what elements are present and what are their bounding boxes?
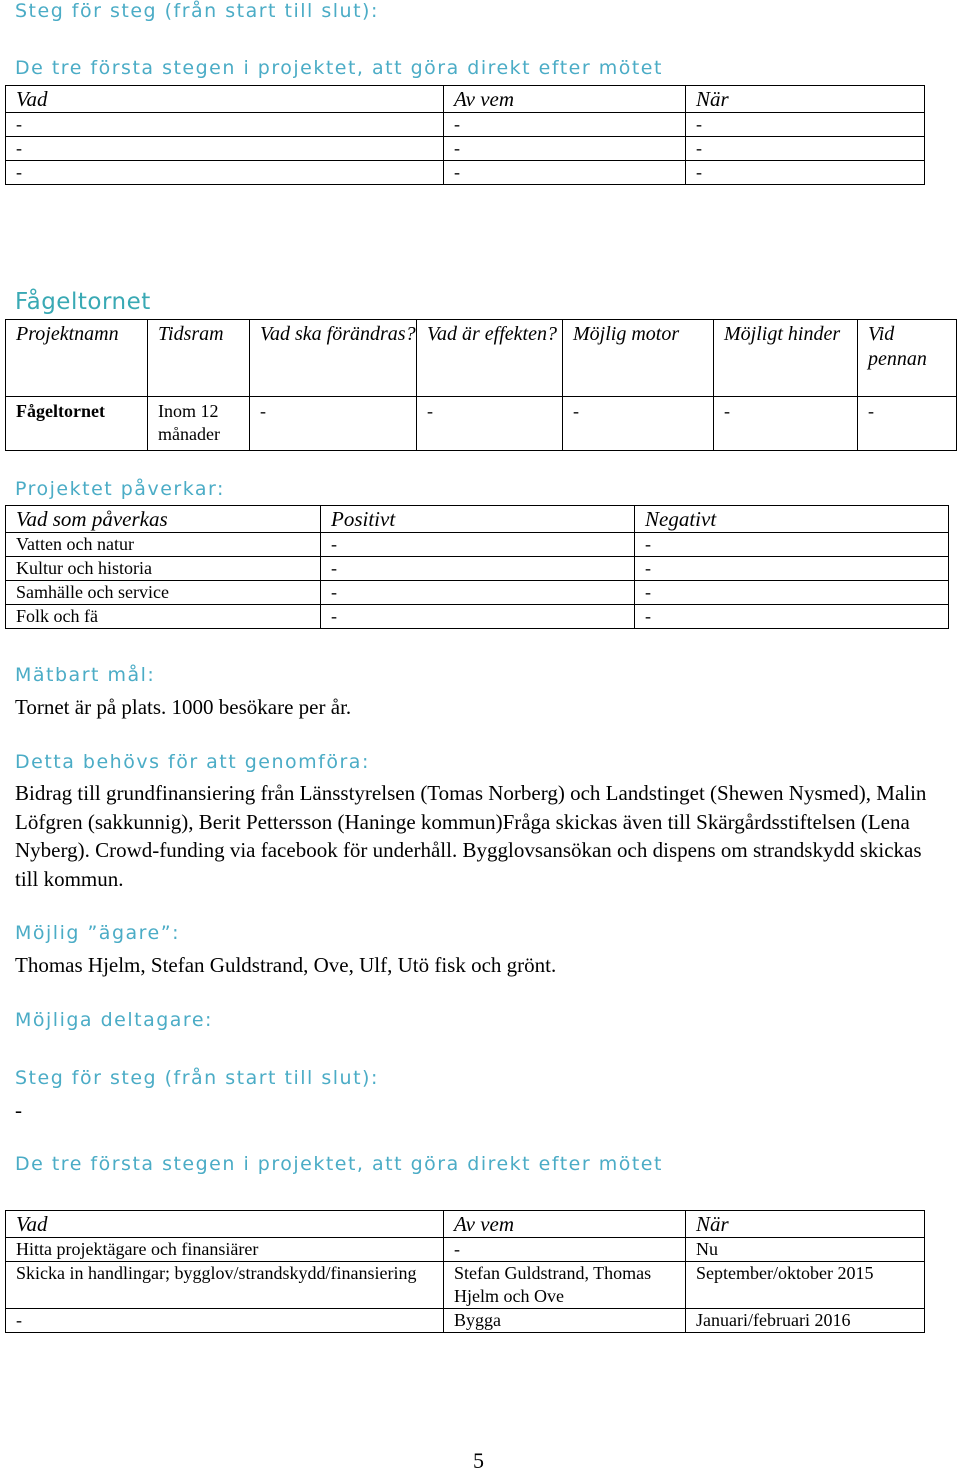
table-cell: Januari/februari 2016 (686, 1309, 925, 1333)
table-row (6, 1309, 925, 1333)
header-mojligt-hinder: Möjligt hinder (714, 320, 858, 397)
table-row (6, 113, 925, 137)
table-cell: Skicka in handlingar; bygglov/strandskydd/finansiering (6, 1262, 444, 1309)
table-cell: - (635, 533, 949, 557)
table-cell: - (714, 397, 858, 451)
project-table (5, 319, 957, 451)
page-number: 5 (473, 1448, 484, 1473)
header-negativt: Negativt (635, 506, 949, 533)
table-row (6, 605, 949, 629)
first-steps-table-2 (5, 1210, 925, 1333)
header-av-vem: Av vem (444, 86, 686, 113)
header-vad-ska-forandras: Vad ska förändras? (250, 320, 417, 397)
header-vad-som-paverkas: Vad som påverkas (6, 506, 321, 533)
table-row (6, 557, 949, 581)
owner-heading: Möjlig ”ägare”: (15, 922, 180, 944)
table-cell: - (6, 161, 444, 185)
project-heading: Fågeltornet (15, 289, 151, 315)
table-row (6, 1262, 925, 1309)
header-vad-ar-effekten: Vad är effekten? (417, 320, 563, 397)
header-nar: När (686, 86, 925, 113)
table-header-row (6, 320, 957, 397)
table-cell: - (444, 161, 686, 185)
first-steps-table (5, 85, 925, 185)
goal-text: Tornet är på plats. 1000 besökare per år. (15, 695, 352, 719)
table-row (6, 1238, 925, 1262)
table-cell: - (250, 397, 417, 451)
header-vad: Vad (6, 86, 444, 113)
needs-heading: Detta behövs för att genomföra: (15, 751, 370, 773)
table-cell: - (444, 137, 686, 161)
table-cell: Kultur och historia (6, 557, 321, 581)
table-cell: - (6, 1309, 444, 1333)
table-cell: Nu (686, 1238, 925, 1262)
table-header-row (6, 86, 925, 113)
timeframe-cell: Inom 12 månader (148, 397, 250, 451)
table-header-row (6, 506, 949, 533)
owner-text: Thomas Hjelm, Stefan Guldstrand, Ove, Ulf, Utö fisk och grönt. (15, 953, 557, 977)
impact-table (5, 505, 949, 629)
header-mojlig-motor: Möjlig motor (563, 320, 714, 397)
table-cell: - (686, 113, 925, 137)
steps-text-2: - (15, 1098, 22, 1122)
table-cell: Vatten och natur (6, 533, 321, 557)
header-av-vem: Av vem (444, 1211, 686, 1238)
table-cell: - (563, 397, 714, 451)
table-cell: - (321, 533, 635, 557)
steps-heading-2: Steg för steg (från start till slut): (15, 1067, 379, 1089)
table-row (6, 397, 957, 451)
table-cell: Stefan Guldstrand, Thomas Hjelm och Ove (444, 1262, 686, 1309)
table-cell: - (686, 137, 925, 161)
table-row (6, 161, 925, 185)
steps-heading: Steg för steg (från start till slut): (15, 0, 379, 22)
project-name-cell: Fågeltornet (6, 397, 148, 451)
impact-heading: Projektet påverkar: (15, 478, 225, 500)
table-cell: - (686, 161, 925, 185)
table-cell: - (6, 137, 444, 161)
table-row (6, 137, 925, 161)
table-cell: Samhälle och service (6, 581, 321, 605)
table-cell: - (858, 397, 957, 451)
table-cell: - (321, 605, 635, 629)
first-steps-heading-2: De tre första stegen i projektet, att göra direkt efter mötet (15, 1153, 663, 1175)
header-nar: När (686, 1211, 925, 1238)
table-cell: - (635, 605, 949, 629)
header-vad: Vad (6, 1211, 444, 1238)
table-cell: - (635, 581, 949, 605)
table-row (6, 533, 949, 557)
table-cell: September/oktober 2015 (686, 1262, 925, 1309)
first-steps-heading: De tre första stegen i projektet, att göra direkt efter mötet (15, 57, 663, 79)
needs-text: Bidrag till grundfinansiering från Länsstyrelsen (Tomas Norberg) och Landstinget (Shewen Nysmed), Malin Löfgren (sakkunnig), Berit Pettersson (Haninge kommun)Fråga skickas även till Skärgårdsstiftelsen (Lena Nyberg). Crowd-funding via facebook för underhåll. Bygglovsansökan och dispens om strandskydd skickas till kommun. (15, 781, 927, 891)
table-cell: - (444, 113, 686, 137)
table-cell: - (321, 557, 635, 581)
header-vid-pennan: Vid pennan (858, 320, 957, 397)
header-positivt: Positivt (321, 506, 635, 533)
table-cell: - (417, 397, 563, 451)
table-cell: Hitta projektägare och finansiärer (6, 1238, 444, 1262)
table-cell: - (6, 113, 444, 137)
table-header-row (6, 1211, 925, 1238)
table-cell: - (321, 581, 635, 605)
goal-heading: Mätbart mål: (15, 664, 156, 686)
table-cell: - (635, 557, 949, 581)
table-row (6, 581, 949, 605)
participants-heading: Möjliga deltagare: (15, 1009, 213, 1031)
table-cell: - (444, 1238, 686, 1262)
header-projektnamn: Projektnamn (6, 320, 148, 397)
table-cell: Folk och fä (6, 605, 321, 629)
header-tidsram: Tidsram (148, 320, 250, 397)
table-cell: Bygga (444, 1309, 686, 1333)
